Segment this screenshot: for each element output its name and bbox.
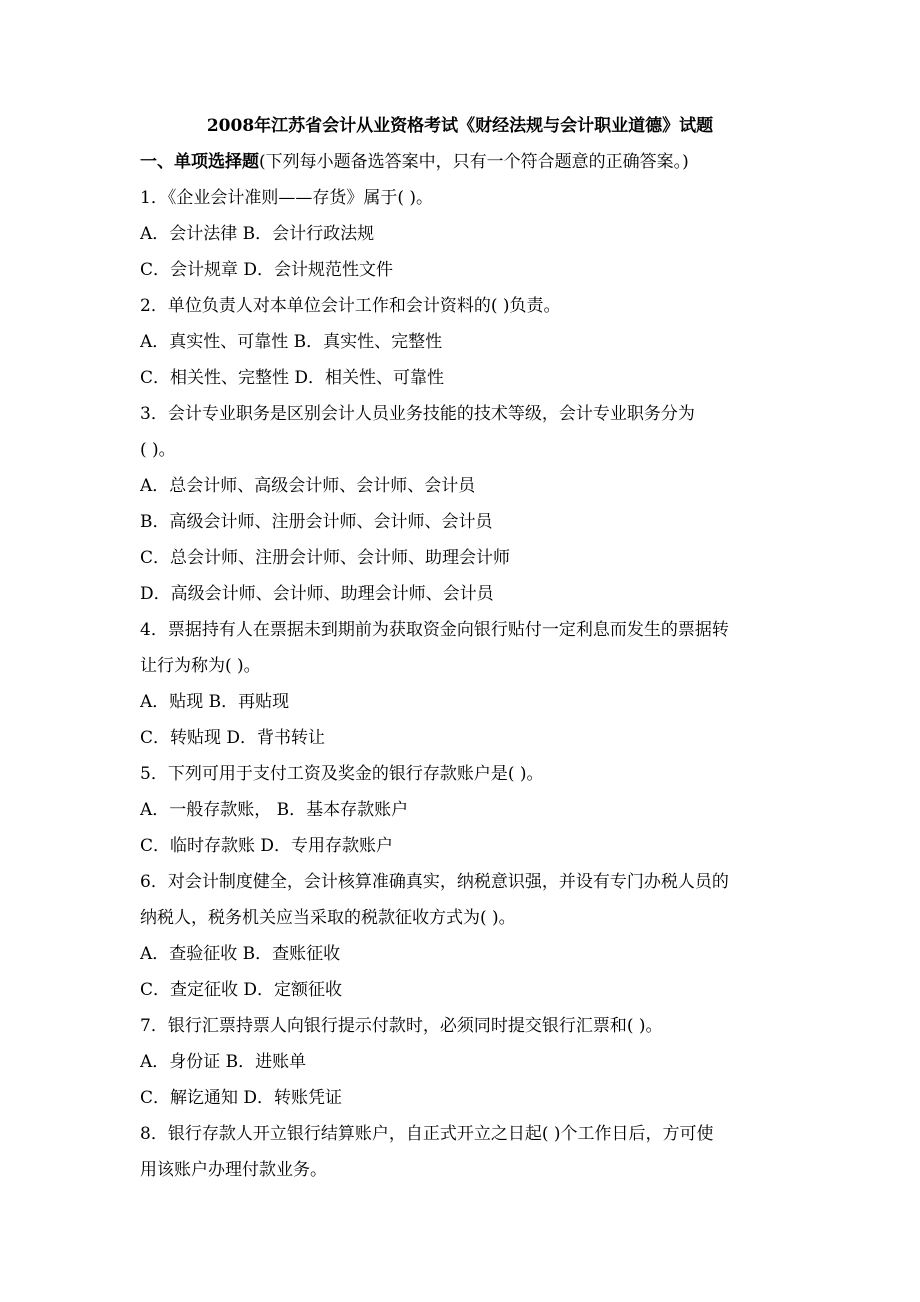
- text-line: 用该账户办理付款业务。: [140, 1160, 327, 1180]
- text-line: ( )。: [140, 440, 176, 460]
- question-list: [140, 186, 785, 1194]
- text-line: C．解讫通知 D．转账凭证: [140, 1088, 343, 1108]
- text-line: C．临时存款账 D．专用存款账户: [140, 836, 394, 856]
- text-line: C．相关性、完整性 D．相关性、可靠性: [140, 368, 445, 388]
- text-line: A．真实性、可靠性 B．真实性、完整性: [140, 332, 443, 352]
- text-line: C．查定征收 D．定额征收: [140, 980, 343, 1000]
- text-line: 纳税人，税务机关应当采取的税款征收方式为( )。: [140, 908, 516, 928]
- text-line: 2．单位负责人对本单位会计工作和会计资料的( )负责。: [140, 296, 561, 316]
- text-line: 4．票据持有人在票据未到期前为获取资金向银行贴付一定利息而发生的票据转: [140, 620, 729, 640]
- text-line: 1．《企业会计准则——存货》属于( )。: [140, 188, 433, 208]
- text-line: C．会计规章 D．会计规范性文件: [140, 260, 394, 280]
- text-line: C．总会计师、注册会计师、会计师、助理会计师: [140, 548, 511, 568]
- text-line: 7．银行汇票持票人向银行提示付款时，必须同时提交银行汇票和( )。: [140, 1016, 663, 1036]
- text-line: 让行为称为( )。: [140, 656, 261, 676]
- text-line: 3．会计专业职务是区别会计人员业务技能的技术等级，会计专业职务分为: [140, 404, 695, 424]
- text-line: A．查验征收 B．查账征收: [140, 944, 341, 964]
- text-line: 6．对会计制度健全，会计核算准确真实，纳税意识强，并设有专门办税人员的: [140, 872, 729, 892]
- text-line: A．一般存款账， B．基本存款账户: [140, 800, 409, 820]
- text-line: C．转贴现 D．背书转让: [140, 728, 326, 748]
- section-note: (下列每小题备选答案中，只有一个符合题意的正确答案。): [259, 152, 689, 172]
- text-line: 8．银行存款人开立银行结算账户，自正式开立之日起( )个工作日后，方可使: [140, 1124, 714, 1144]
- section-heading: [140, 150, 689, 174]
- text-line: A．身份证 B．进账单: [140, 1052, 307, 1072]
- text-line: A．总会计师、高级会计师、会计师、会计员: [140, 476, 476, 496]
- section-title: 一、单项选择题: [140, 152, 259, 172]
- text-line: B．高级会计师、注册会计师、会计师、会计员: [140, 512, 493, 532]
- document-title: 2008年江苏省会计从业资格考试《财经法规与会计职业道德》试题: [206, 116, 714, 136]
- text-line: A．会计法律 B．会计行政法规: [140, 224, 375, 244]
- text-line: A．贴现 B．再贴现: [140, 692, 290, 712]
- text-line: 5．下列可用于支付工资及奖金的银行存款账户是( )。: [140, 764, 544, 784]
- text-line: D．高级会计师、会计师、助理会计师、会计员: [140, 584, 494, 604]
